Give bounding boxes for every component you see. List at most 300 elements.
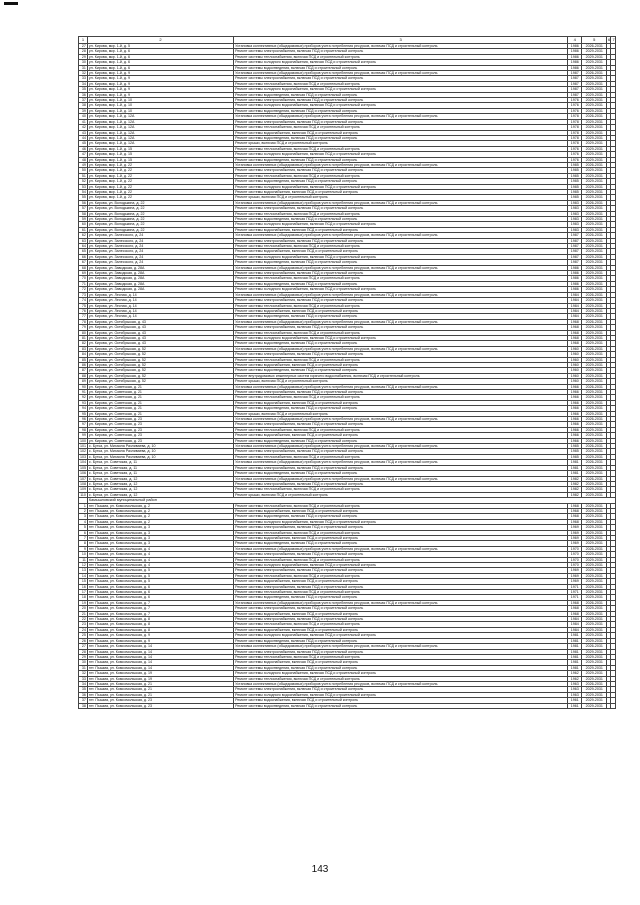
row-period: 2029-2031 bbox=[582, 611, 607, 616]
row-year: 1983 bbox=[567, 222, 582, 227]
header-cell-7: 7 bbox=[612, 36, 615, 42]
row-work-type: Ремонт системы холодного водоснабжения, включая ПСД и строительный контроль bbox=[234, 87, 568, 92]
row-work-type: Ремонт системы водоснабжения, включая ПСД и строительный контроль bbox=[234, 362, 568, 367]
page-number: 143 bbox=[311, 864, 329, 875]
row-period: 2029-2031 bbox=[582, 433, 607, 438]
row-period: 2029-2031 bbox=[582, 76, 607, 81]
row-address: ул. Кирова, ул. Октябрьская, д. 52 bbox=[87, 357, 233, 362]
row-number: 20 bbox=[79, 606, 88, 611]
row-address: пгт. Пышма, ул. Комсомольская, д. 2 bbox=[87, 508, 233, 513]
row-number: 42 bbox=[79, 125, 88, 130]
row-number: 32 bbox=[79, 71, 88, 76]
row-work-type: Установка коллективных (общедомовых) приборов учета потребления ресурсов, включая ПСД и строительный контроль bbox=[234, 476, 568, 481]
row-work-type: Ремонт системы холодного водоснабжения, включая ПСД и строительный контроль bbox=[234, 152, 568, 157]
row-period: 2029-2031 bbox=[582, 125, 607, 130]
row-year: 1978 bbox=[567, 119, 582, 124]
row-number: 4 bbox=[79, 519, 88, 524]
row-year: 1961 bbox=[567, 703, 582, 708]
row-period: 2029-2031 bbox=[582, 649, 607, 654]
row-address: ул. Кирова, ул. Заводская, д. 28А bbox=[87, 281, 233, 286]
row-period: 2026-2031 bbox=[582, 265, 607, 270]
row-address: ул. Кирова, ул. Володькина, д. 22 bbox=[87, 200, 233, 205]
row-work-type: Ремонт системы теплоснабжения, включая ПСД и строительный контроль bbox=[234, 503, 568, 508]
row-address: пгт. Пышма, ул. Комсомольская, д. 5 bbox=[87, 568, 233, 573]
row-work-type: Установка коллективных (общедомовых) приборов учета потребления ресурсов, включая ПСД и строительный контроль bbox=[234, 546, 568, 551]
row-period: 2029-2031 bbox=[582, 514, 607, 519]
row-period: 2029-2031 bbox=[582, 373, 607, 378]
row-address: ул. Кирова, ул. Октябрьская, д. 43 bbox=[87, 319, 233, 324]
row-work-type: Установка коллективных (общедомовых) приборов учета потребления ресурсов, включая ПСД и строительный контроль bbox=[234, 233, 568, 238]
row-number: 109 bbox=[80, 487, 86, 492]
row-period: 2029-2031 bbox=[582, 195, 607, 200]
row-year: 1962 bbox=[567, 671, 582, 676]
row-year: 1985 bbox=[567, 454, 582, 459]
row-address: пгт. Пышма, ул. Комсомольская, д. 2 bbox=[87, 519, 233, 524]
row-number: 31 bbox=[79, 665, 88, 670]
row-address: ул. Кирова, ул. Залесского, д. 24 bbox=[87, 238, 233, 243]
row-period: 2029-2031 bbox=[582, 568, 607, 573]
row-number: 32 bbox=[79, 671, 88, 676]
row-address: ул. Кирова, ул. Октябрьская, д. 52 bbox=[87, 346, 233, 351]
row-work-type: Ремонт системы водоснабжения, включая ПСД и строительный контроль bbox=[234, 130, 568, 135]
row-period: 2029-2031 bbox=[582, 671, 607, 676]
row-period: 2026-2031 bbox=[582, 600, 607, 605]
row-year: 1963 bbox=[567, 692, 582, 697]
row-period: 2029-2031 bbox=[582, 244, 607, 249]
row-work-type: Ремонт крыши, включая ПСД и строительный контроль bbox=[234, 195, 568, 200]
row-period: 2029-2031 bbox=[582, 217, 607, 222]
row-work-type: Ремонт системы холодного водоснабжения, включая ПСД и строительный контроль bbox=[234, 563, 568, 568]
row-number: 28 bbox=[79, 49, 88, 54]
row-period: 2029-2031 bbox=[582, 503, 607, 508]
row-period: 2029-2031 bbox=[582, 530, 607, 535]
row-work-type: Ремонт системы водоотведения, включая ПСД и строительный контроль bbox=[234, 665, 568, 670]
row-period: 2026-2031 bbox=[582, 114, 607, 119]
row-period: 2026-2031 bbox=[582, 233, 607, 238]
row-period: 2029-2031 bbox=[582, 427, 607, 432]
row-period: 2029-2031 bbox=[582, 119, 607, 124]
row-number: 38 bbox=[79, 103, 88, 108]
row-period: 2029-2031 bbox=[582, 508, 607, 513]
row-work-type: Ремонт системы водоснабжения, включая ПСД и строительный контроль bbox=[234, 611, 568, 616]
row-period: 2026-2031 bbox=[582, 346, 607, 351]
row-year: 1987 bbox=[567, 81, 582, 86]
row-number: 56 bbox=[79, 200, 88, 205]
row-period: 2029-2031 bbox=[582, 130, 607, 135]
row-address: пгт. Пышма, ул. Комсомольская, д. 9 bbox=[87, 633, 233, 638]
header-cell-4: 4 bbox=[567, 37, 582, 44]
row-year: 1966 bbox=[567, 395, 582, 400]
row-address: ул. Кирова, ул. Советская, д. 23 bbox=[87, 438, 233, 443]
row-number: 53 bbox=[79, 184, 88, 189]
row-address: пгт. Пышма, ул. Комсомольская, д. 4 bbox=[87, 552, 233, 557]
row-number: 13 bbox=[79, 568, 88, 573]
row-number: 14 bbox=[79, 573, 88, 578]
row-work-type: Ремонт системы водоотведения, включая ПСД и строительный контроль bbox=[234, 92, 568, 97]
row-work-type: Установка коллективных (общедомовых) приборов учета потребления ресурсов, включая ПСД и строительный контроль bbox=[234, 444, 568, 449]
section-title: Камышловский муниципальный район bbox=[87, 498, 615, 503]
row-work-type: Ремонт системы электроснабжения, включая ПСД и строительный контроль bbox=[234, 525, 568, 530]
row-address: ул. Кирова, ул. Октябрьская, д. 43 bbox=[87, 330, 233, 335]
row-address: ул. Кирова, мкр. 1-й, д. 22 bbox=[87, 173, 233, 178]
row-work-type: Установка коллективных (общедомовых) приборов учета потребления ресурсов, включая ПСД и строительный контроль bbox=[234, 200, 568, 205]
row-year: 1985 bbox=[567, 449, 582, 454]
row-work-type: Ремонт системы водоотведения, включая ПСД и строительный контроль bbox=[234, 108, 568, 113]
row-period: 2029-2031 bbox=[582, 260, 607, 265]
row-number: 47 bbox=[79, 152, 88, 157]
row-period: 2026-2031 bbox=[582, 384, 607, 389]
row-address: ул. Кирова, ул. Октябрьская, д. 52 bbox=[87, 373, 233, 378]
row-year: 1984 bbox=[567, 627, 582, 632]
row-number: 74 bbox=[79, 298, 88, 303]
row-address: пгт. Пышма, ул. Комсомольская, д. 19 bbox=[87, 671, 233, 676]
row-work-type: Ремонт системы водоотведения, включая ПСД и строительный контроль bbox=[234, 65, 568, 70]
row-period: 2029-2031 bbox=[582, 552, 607, 557]
row-address: ул. Кирова, мкр. 1-й, д. 12А bbox=[87, 114, 233, 119]
row-work-type: Ремонт системы водоотведения, включая ПСД и строительный контроль bbox=[234, 406, 568, 411]
row-address: ул. Кирова, ул. Залесского, д. 24 bbox=[87, 260, 233, 265]
row-year: 1986 bbox=[567, 44, 582, 49]
row-number: 57 bbox=[79, 206, 88, 211]
row-address: пгт. Пышма, ул. Комсомольская, д. 4 bbox=[87, 563, 233, 568]
row-number: 76 bbox=[79, 308, 88, 313]
schedule-table bbox=[78, 36, 616, 709]
row-year: 1987 bbox=[567, 238, 582, 243]
row-address: ул. Кирова, мкр. 1-й, д. 22 bbox=[87, 179, 233, 184]
row-number: 37 bbox=[79, 98, 88, 103]
row-year: 1986 bbox=[567, 265, 582, 270]
row-period: 2029-2031 bbox=[582, 325, 607, 330]
row-number: 41 bbox=[79, 119, 88, 124]
row-number: 45 bbox=[79, 141, 88, 146]
row-address: пгт. Пышма, ул. Комсомольская, д. 23 bbox=[87, 703, 233, 708]
row-address: пгт. Пышма, ул. Комсомольская, д. 6 bbox=[87, 595, 233, 600]
row-year: 1968 bbox=[567, 519, 582, 524]
row-period: 2029-2031 bbox=[582, 411, 607, 416]
row-work-type: Ремонт системы водоотведения, включая ПСД и строительный контроль bbox=[234, 541, 568, 546]
row-year: 1981 bbox=[567, 638, 582, 643]
row-period: 2029-2031 bbox=[582, 281, 607, 286]
row-year: 1969 bbox=[567, 568, 582, 573]
row-work-type: Ремонт системы водоснабжения, включая ПСД и строительный контроль bbox=[234, 660, 568, 665]
row-period: 2026-2031 bbox=[582, 44, 607, 49]
row-period: 2029-2031 bbox=[582, 98, 607, 103]
row-year: 1982 bbox=[567, 481, 582, 486]
row-work-type: Ремонт внутридомовых инженерных систем горячего водоснабжения, включая ПСД и строительный контроль bbox=[234, 373, 568, 378]
row-year: 1983 bbox=[567, 206, 582, 211]
row-address: ул. Кирова, ул. Володькина, д. 22 bbox=[87, 211, 233, 216]
row-number: 71 bbox=[79, 281, 88, 286]
row-number: 24 bbox=[79, 627, 88, 632]
row-year: 1985 bbox=[567, 162, 582, 167]
row-period: 2029-2031 bbox=[582, 660, 607, 665]
row-year: 1968 bbox=[567, 606, 582, 611]
row-year: 1985 bbox=[567, 444, 582, 449]
row-number: 7 bbox=[79, 535, 88, 540]
row-year: 1986 bbox=[567, 276, 582, 281]
row-year: 1968 bbox=[567, 341, 582, 346]
row-address: пгт. Пышма, ул. Комсомольская, д. 14 bbox=[87, 644, 233, 649]
row-year: 1981 bbox=[567, 644, 582, 649]
row-period: 2029-2031 bbox=[582, 81, 607, 86]
row-work-type: Установка коллективных (общедомовых) приборов учета потребления ресурсов, включая ПСД и строительный контроль bbox=[234, 44, 568, 49]
row-number: 83 bbox=[79, 346, 88, 351]
row-address: ул. Кирова, мкр. 1-й, д. 6 bbox=[87, 49, 233, 54]
row-year: 1960 bbox=[567, 368, 582, 373]
row-address: ул. Кирова, мкр. 1-й, д. 10 bbox=[87, 103, 233, 108]
row-work-type: Ремонт системы водоотведения, включая ПСД и строительный контроль bbox=[234, 471, 568, 476]
row-period: 2029-2031 bbox=[582, 54, 607, 59]
row-period: 2029-2031 bbox=[582, 303, 607, 308]
row-number: 25 bbox=[79, 633, 88, 638]
row-period: 2029-2031 bbox=[582, 665, 607, 670]
row-number: 30 bbox=[79, 60, 88, 65]
row-period: 2029-2031 bbox=[582, 330, 607, 335]
row-address: пгт. Пышма, ул. Комсомольская, д. 3 bbox=[87, 541, 233, 546]
row-year: 1960 bbox=[567, 362, 582, 367]
row-year: 1963 bbox=[567, 681, 582, 686]
row-work-type: Ремонт системы электроснабжения, включая ПСД и строительный контроль bbox=[234, 76, 568, 81]
row-work-type: Ремонт системы водоотведения, включая ПСД и строительный контроль bbox=[234, 514, 568, 519]
row-address: ул. Кирова, ул. Советская, д. 23 bbox=[87, 433, 233, 438]
row-number: 52 bbox=[79, 179, 88, 184]
row-year: 1962 bbox=[567, 676, 582, 681]
row-work-type: Установка коллективных (общедомовых) приборов учета потребления ресурсов, включая ПСД и строительный контроль bbox=[234, 265, 568, 270]
row-work-type: Ремонт системы электроснабжения, включая ПСД и строительный контроль bbox=[234, 119, 568, 124]
row-address: с. Бутка, ул. Советская, д. 11 bbox=[87, 471, 233, 476]
row-work-type: Установка коллективных (общедомовых) приборов учета потребления ресурсов, включая ПСД и строительный контроль bbox=[234, 346, 568, 351]
row-number: 34 bbox=[79, 681, 88, 686]
row-year: 1968 bbox=[567, 600, 582, 605]
row-number: 33 bbox=[79, 676, 88, 681]
row-address: пгт. Пышма, ул. Комсомольская, д. 5 bbox=[87, 579, 233, 584]
row-number: 12 bbox=[79, 563, 88, 568]
row-number: 58 bbox=[79, 211, 88, 216]
row-work-type: Ремонт системы электроснабжения, включая ПСД и строительный контроль bbox=[234, 465, 568, 470]
row-year: 1987 bbox=[567, 260, 582, 265]
row-address: пгт. Пышма, ул. Комсомольская, д. 7 bbox=[87, 600, 233, 605]
row-year: 1960 bbox=[567, 352, 582, 357]
row-work-type: Ремонт системы электроснабжения, включая ПСД и строительный контроль bbox=[234, 206, 568, 211]
row-address: пгт. Пышма, ул. Комсомольская, д. 4 bbox=[87, 557, 233, 562]
row-work-type: Ремонт системы водоотведения, включая ПСД и строительный контроль bbox=[234, 281, 568, 286]
row-number: 29 bbox=[79, 654, 88, 659]
row-period: 2029-2031 bbox=[582, 352, 607, 357]
row-year: 1984 bbox=[567, 303, 582, 308]
row-period: 2029-2031 bbox=[582, 314, 607, 319]
row-work-type: Ремонт системы водоснабжения, включая ПСД и строительный контроль bbox=[234, 535, 568, 540]
row-work-type: Ремонт системы теплоснабжения, включая ПСД и строительный контроль bbox=[234, 54, 568, 59]
row-period: 2026-2031 bbox=[582, 292, 607, 297]
row-period: 2029-2031 bbox=[582, 390, 607, 395]
row-period: 2029-2031 bbox=[582, 141, 607, 146]
row-period: 2029-2031 bbox=[582, 135, 607, 140]
row-year: 1966 bbox=[567, 417, 582, 422]
row-address: пгт. Пышма, ул. Комсомольская, д. 6 bbox=[87, 584, 233, 589]
row-period: 2029-2031 bbox=[582, 287, 607, 292]
row-number: 108 bbox=[80, 481, 86, 486]
row-period: 2029-2031 bbox=[582, 471, 607, 476]
row-number: 22 bbox=[79, 617, 88, 622]
row-period: 2029-2031 bbox=[582, 481, 607, 486]
row-number: 89 bbox=[79, 379, 88, 384]
row-number: 31 bbox=[79, 65, 88, 70]
row-year: 1981 bbox=[567, 465, 582, 470]
row-period: 2029-2031 bbox=[582, 341, 607, 346]
row-year: 1987 bbox=[567, 254, 582, 259]
row-year: 1976 bbox=[567, 98, 582, 103]
row-period: 2029-2031 bbox=[582, 184, 607, 189]
row-work-type: Ремонт системы холодного водоснабжения, включая ПСД и строительный контроль bbox=[234, 184, 568, 189]
row-work-type: Ремонт системы электроснабжения, включая ПСД и строительный контроль bbox=[234, 298, 568, 303]
row-work-type: Ремонт системы водоотведения, включая ПСД и строительный контроль bbox=[234, 135, 568, 140]
row-number: 99 bbox=[79, 433, 88, 438]
row-year: 1968 bbox=[567, 335, 582, 340]
row-year: 1983 bbox=[567, 200, 582, 205]
row-year: 1969 bbox=[567, 573, 582, 578]
row-year: 1981 bbox=[567, 471, 582, 476]
row-year: 1978 bbox=[567, 130, 582, 135]
row-work-type: Ремонт системы водоотведения, включая ПСД и строительный контроль bbox=[234, 179, 568, 184]
row-period: 2029-2031 bbox=[582, 173, 607, 178]
row-work-type: Ремонт системы электроснабжения, включая ПСД и строительный контроль bbox=[234, 352, 568, 357]
row-year: 1976 bbox=[567, 146, 582, 151]
header-cell-6: 6 bbox=[608, 36, 611, 42]
row-year: 1966 bbox=[567, 400, 582, 405]
row-period: 2026-2031 bbox=[582, 644, 607, 649]
row-year: 1983 bbox=[567, 211, 582, 216]
row-number: 64 bbox=[79, 244, 88, 249]
row-number: 5 bbox=[79, 525, 88, 530]
row-period: 2029-2031 bbox=[582, 406, 607, 411]
row-period: 2029-2031 bbox=[582, 584, 607, 589]
row-period: 2029-2031 bbox=[582, 617, 607, 622]
row-year: 1987 bbox=[567, 249, 582, 254]
row-work-type: Ремонт системы электроснабжения, включая ПСД и строительный контроль bbox=[234, 606, 568, 611]
row-period: 2029-2031 bbox=[582, 298, 607, 303]
row-number: 27 bbox=[79, 44, 88, 49]
header-row bbox=[79, 37, 616, 44]
row-address: ул. Кирова, мкр. 1-й, д. 9 bbox=[87, 76, 233, 81]
row-year: 1987 bbox=[567, 244, 582, 249]
row-period: 2029-2031 bbox=[582, 633, 607, 638]
row-number: 61 bbox=[79, 227, 88, 232]
row-number: 70 bbox=[79, 276, 88, 281]
row-year: 1978 bbox=[567, 125, 582, 130]
row-number: 39 bbox=[79, 108, 88, 113]
row-number: 9 bbox=[79, 546, 88, 551]
row-period: 2029-2031 bbox=[582, 60, 607, 65]
row-period: 2029-2031 bbox=[582, 357, 607, 362]
row-work-type: Установка коллективных (общедомовых) приборов учета потребления ресурсов, включая ПСД и строительный контроль bbox=[234, 600, 568, 605]
row-address: ул. Кирова, ул. Залесского, д. 24 bbox=[87, 254, 233, 259]
row-number: 50 bbox=[79, 168, 88, 173]
row-period: 2029-2031 bbox=[582, 362, 607, 367]
row-period: 2029-2031 bbox=[582, 487, 607, 492]
row-period: 2029-2031 bbox=[582, 276, 607, 281]
row-year: 1987 bbox=[567, 87, 582, 92]
row-number: 104 bbox=[80, 460, 86, 465]
row-number: 44 bbox=[79, 135, 88, 140]
row-address: пгт. Пышма, ул. Комсомольская, д. 7 bbox=[87, 606, 233, 611]
row-number: 79 bbox=[79, 325, 88, 330]
row-work-type: Ремонт системы водоотведения, включая ПСД и строительный контроль bbox=[234, 157, 568, 162]
row-year: 1968 bbox=[567, 503, 582, 508]
row-work-type: Ремонт системы электроснабжения, включая ПСД и строительный контроль bbox=[234, 584, 568, 589]
row-year: 1987 bbox=[567, 233, 582, 238]
row-year: 1978 bbox=[567, 141, 582, 146]
row-work-type: Ремонт системы электроснабжения, включая ПСД и строительный контроль bbox=[234, 552, 568, 557]
row-number: 27 bbox=[79, 644, 88, 649]
row-number: 85 bbox=[79, 357, 88, 362]
row-work-type: Ремонт системы электроснабжения, включая ПСД и строительный контроль bbox=[234, 49, 568, 54]
row-number: 82 bbox=[79, 341, 88, 346]
row-period: 2026-2031 bbox=[582, 417, 607, 422]
row-address: с. Бутка, ул. Михаила Разливаева, д. 10 bbox=[87, 444, 233, 449]
row-period: 2029-2031 bbox=[582, 465, 607, 470]
row-period: 2029-2031 bbox=[582, 590, 607, 595]
row-address: пгт. Пышма, ул. Комсомольская, д. 9 bbox=[87, 638, 233, 643]
header-cell-2: 2 bbox=[87, 37, 233, 44]
row-work-type: Ремонт системы водоснабжения, включая ПСД и строительный контроль bbox=[234, 308, 568, 313]
row-work-type: Ремонт системы водоснабжения, включая ПСД и строительный контроль bbox=[234, 189, 568, 194]
row-number: 2 bbox=[79, 508, 88, 513]
row-work-type: Ремонт системы электроснабжения, включая ПСД и строительный контроль bbox=[234, 238, 568, 243]
row-address: ул. Кирова, ул. Володькина, д. 22 bbox=[87, 222, 233, 227]
row-number: 18 bbox=[79, 595, 88, 600]
row-number: 100 bbox=[80, 438, 86, 443]
row-period: 2029-2031 bbox=[582, 535, 607, 540]
row-address: ул. Кирова, мкр. 1-й, д. 15 bbox=[87, 157, 233, 162]
row-number: 30 bbox=[79, 660, 88, 665]
row-period: 2029-2031 bbox=[582, 146, 607, 151]
row-address: ул. Кирова, ул. Октябрьская, д. 43 bbox=[87, 335, 233, 340]
row-address: пгт. Пышма, ул. Комсомольская, д. 3 bbox=[87, 525, 233, 530]
row-number: 106 bbox=[80, 471, 86, 476]
row-work-type: Ремонт системы водоснабжения, включая ПСД и строительный контроль bbox=[234, 227, 568, 232]
row-address: ул. Кирова, мкр. 1-й, д. 22 bbox=[87, 184, 233, 189]
row-work-type: Ремонт системы теплоснабжения, включая ПСД и строительный контроль bbox=[234, 276, 568, 281]
row-year: 1976 bbox=[567, 103, 582, 108]
row-work-type: Ремонт системы водоснабжения, включая ПСД и строительный контроль bbox=[234, 433, 568, 438]
row-year: 1984 bbox=[567, 622, 582, 627]
row-period: 2029-2031 bbox=[582, 400, 607, 405]
row-period: 2029-2031 bbox=[582, 703, 607, 708]
row-address: пгт. Пышма, ул. Комсомольская, д. 23 bbox=[87, 698, 233, 703]
row-address: ул. Кирова, мкр. 1-й, д. 12А bbox=[87, 130, 233, 135]
row-work-type: Ремонт крыши, включая ПСД и строительный контроль bbox=[234, 411, 568, 416]
row-work-type: Ремонт системы электроснабжения, включая ПСД и строительный контроль bbox=[234, 649, 568, 654]
row-number: 49 bbox=[79, 162, 88, 167]
row-period: 2029-2031 bbox=[582, 606, 607, 611]
row-year: 1987 bbox=[567, 92, 582, 97]
row-address: пгт. Пышма, ул. Комсомольская, д. 21 bbox=[87, 681, 233, 686]
row-work-type: Ремонт системы электроснабжения, включая ПСД и строительный контроль bbox=[234, 449, 568, 454]
row-work-type: Ремонт системы холодного водоснабжения, включая ПСД и строительный контроль bbox=[234, 103, 568, 108]
row-address: ул. Кирова, мкр. 1-й, д. 9 bbox=[87, 81, 233, 86]
row-year: 1984 bbox=[567, 292, 582, 297]
row-period: 2026-2031 bbox=[582, 444, 607, 449]
row-work-type: Ремонт системы водоотведения, включая ПСД и строительный контроль bbox=[234, 438, 568, 443]
row-work-type: Ремонт системы теплоснабжения, включая ПСД и строительный контроль bbox=[234, 211, 568, 216]
row-address: ул. Кирова, мкр. 1-й, д. 15 bbox=[87, 152, 233, 157]
row-number: 60 bbox=[79, 222, 88, 227]
row-address: ул. Кирова, мкр. 1-й, д. 12А bbox=[87, 119, 233, 124]
row-year: 1969 bbox=[567, 535, 582, 540]
row-number: 69 bbox=[79, 271, 88, 276]
row-period: 2029-2031 bbox=[582, 271, 607, 276]
row-work-type: Ремонт системы теплоснабжения, включая ПСД и строительный контроль bbox=[234, 557, 568, 562]
